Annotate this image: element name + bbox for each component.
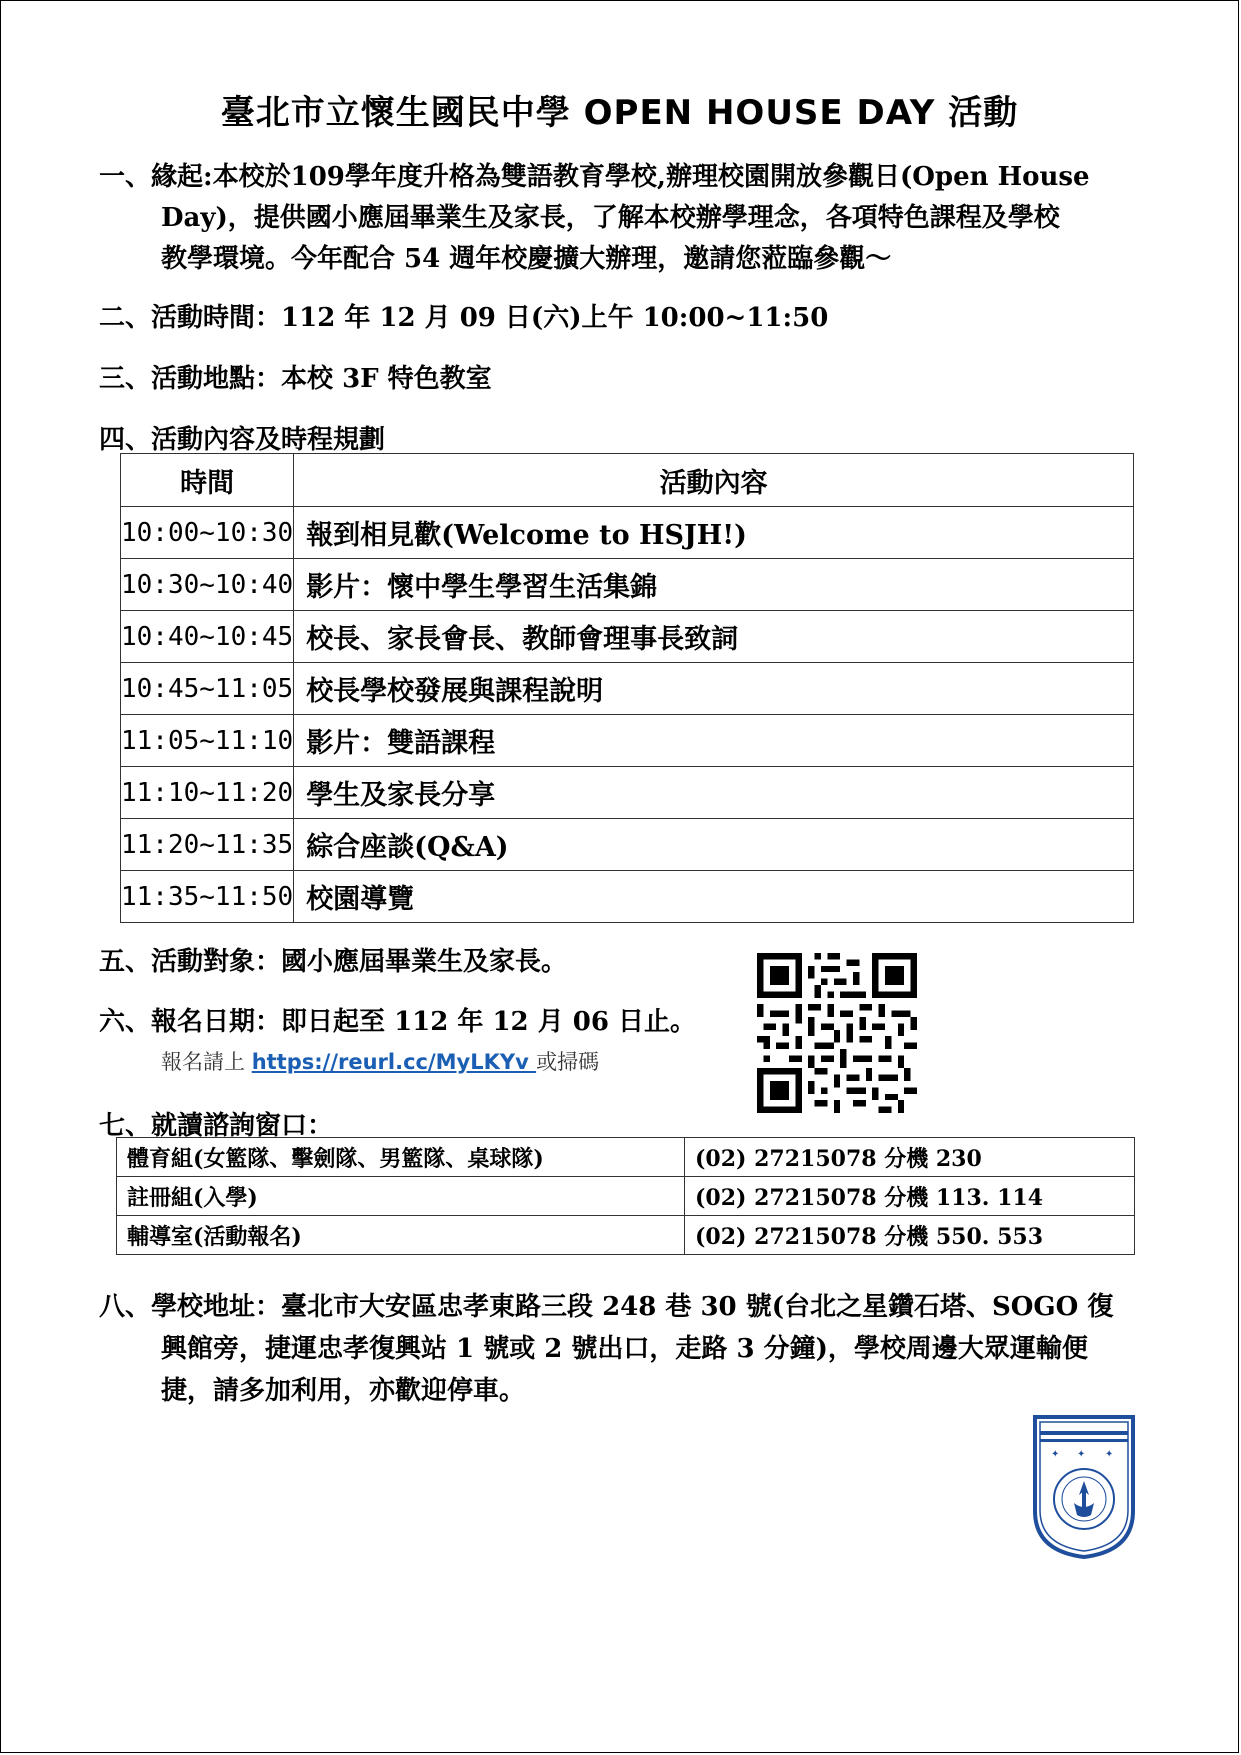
section-text-line: Day)，提供國小應屆畢業生及家長，了解本校辦學理念，各項特色課程及學校 <box>161 203 1060 233</box>
section-number: 六、 <box>99 1007 152 1037</box>
page-title: 臺北市立懷生國民中學 OPEN HOUSE DAY 活動 <box>220 93 1019 133</box>
registration-date-value: 即日起至 112 年 12 月 06 日止。 <box>281 1007 696 1037</box>
time-cell: 11:05~11:10 <box>121 715 294 767</box>
svg-text:✦: ✦ <box>1077 1449 1086 1460</box>
content-cell: 學生及家長分享 <box>294 767 1134 819</box>
section-label: 活動時間： <box>151 303 282 333</box>
table-row <box>121 715 1134 767</box>
unit-cell: 體育組(女籃隊、擊劍隊、男籃隊、桌球隊) <box>117 1138 685 1177</box>
registration-suffix: 或掃碼 <box>536 1050 600 1074</box>
registration-link[interactable]: https://reurl.cc/MyLKYv <box>251 1050 537 1074</box>
column-header-time: 時間 <box>121 454 294 507</box>
contact-table <box>116 1137 1135 1255</box>
table-row <box>121 611 1134 663</box>
content-cell: 影片：懷中學生學習生活集錦 <box>294 559 1134 611</box>
event-location-value: 本校 3F 特色教室 <box>281 364 492 394</box>
registration-note <box>161 1046 599 1076</box>
content-cell: 報到相見歡(Welcome to HSJH!) <box>294 507 1134 559</box>
content-cell: 校長、家長會長、教師會理事長致詞 <box>294 611 1134 663</box>
time-cell: 10:45~11:05 <box>121 663 294 715</box>
section-registration <box>99 1001 696 1038</box>
qr-code-icon <box>757 953 917 1113</box>
section-time <box>99 297 828 334</box>
time-cell: 10:30~10:40 <box>121 559 294 611</box>
time-cell: 10:00~10:30 <box>121 507 294 559</box>
audience-value: 國小應屆畢業生及家長。 <box>281 947 568 977</box>
section-schedule <box>99 419 385 456</box>
svg-text:✦: ✦ <box>1105 1449 1114 1460</box>
content-cell: 影片：雙語課程 <box>294 715 1134 767</box>
unit-cell: 註冊組(入學) <box>117 1177 685 1216</box>
address-line: 興館旁，捷運忠孝復興站 1 號或 2 號出口，走路 3 分鐘)，學校周邊大眾運輸便 <box>161 1334 1088 1364</box>
registration-prefix: 報名請上 <box>161 1050 252 1074</box>
section-number: 七、 <box>99 1111 152 1141</box>
section-label: 活動地點： <box>151 364 282 394</box>
section-location <box>99 358 492 395</box>
section-label: 活動內容及時程規劃 <box>151 425 386 455</box>
table-header-row <box>121 454 1134 507</box>
section-audience <box>99 941 567 978</box>
table-row <box>121 819 1134 871</box>
section-number: 八、 <box>99 1292 152 1322</box>
section-number: 一、 <box>99 162 152 192</box>
phone-cell: (02) 27215078 分機 230 <box>685 1138 1135 1177</box>
table-row <box>121 871 1134 923</box>
table-row <box>117 1138 1135 1177</box>
table-row <box>121 507 1134 559</box>
section-label: 就讀諮詢窗口： <box>151 1111 334 1141</box>
section-number: 五、 <box>99 947 152 977</box>
section-number: 二、 <box>99 303 152 333</box>
address-line: 臺北市大安區忠孝東路三段 248 巷 30 號(台北之星鑽石塔、SOGO 復 <box>281 1292 1114 1322</box>
section-number: 四、 <box>99 425 152 455</box>
svg-text:✦: ✦ <box>1051 1449 1060 1460</box>
unit-cell: 輔導室(活動報名) <box>117 1216 685 1255</box>
section-origin <box>99 156 1090 193</box>
content-cell: 校園導覽 <box>294 871 1134 923</box>
section-text-line: 教學環境。今年配合 54 週年校慶擴大辦理，邀請您蒞臨參觀～ <box>161 244 892 274</box>
section-text-line: 本校於109學年度升格為雙語教育學校,辦理校園開放參觀日(Open House <box>212 162 1090 192</box>
address-line: 捷，請多加利用，亦歡迎停車。 <box>161 1376 526 1406</box>
time-cell: 11:20~11:35 <box>121 819 294 871</box>
section-label: 緣起: <box>151 162 213 192</box>
content-cell: 綜合座談(Q&A) <box>294 819 1134 871</box>
phone-cell: (02) 27215078 分機 550. 553 <box>685 1216 1135 1255</box>
section-label: 活動對象： <box>151 947 282 977</box>
table-row <box>121 663 1134 715</box>
column-header-content: 活動內容 <box>294 454 1134 507</box>
time-cell: 11:35~11:50 <box>121 871 294 923</box>
section-label: 報名日期： <box>151 1007 282 1037</box>
phone-cell: (02) 27215078 分機 113. 114 <box>685 1177 1135 1216</box>
time-cell: 11:10~11:20 <box>121 767 294 819</box>
table-row <box>121 559 1134 611</box>
table-row <box>121 767 1134 819</box>
content-cell: 校長學校發展與課程說明 <box>294 663 1134 715</box>
section-address <box>99 1286 1113 1323</box>
table-row <box>117 1177 1135 1216</box>
event-time-value: 112 年 12 月 09 日(六)上午 10:00~11:50 <box>281 303 829 333</box>
section-number: 三、 <box>99 364 152 394</box>
schedule-table <box>120 453 1134 923</box>
time-cell: 10:40~10:45 <box>121 611 294 663</box>
school-emblem-icon <box>1029 1411 1139 1561</box>
table-row <box>117 1216 1135 1255</box>
section-label: 學校地址： <box>151 1292 282 1322</box>
